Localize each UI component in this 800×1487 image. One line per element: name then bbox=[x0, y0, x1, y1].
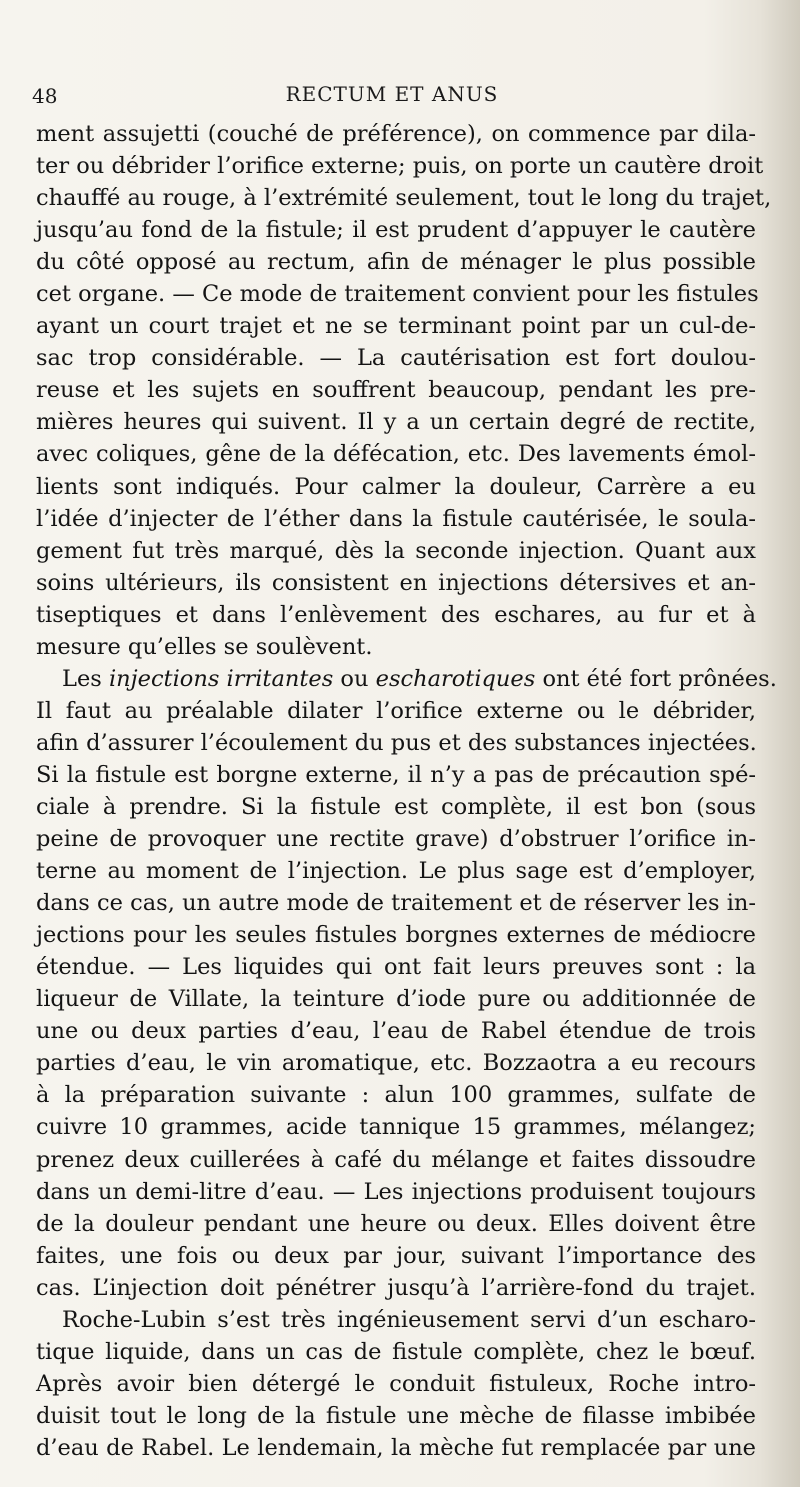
text-line: Il faut au préalable dilater l’orifice externe ou le débrider, bbox=[36, 697, 756, 724]
text-line: prenez deux cuillerées à café du mélange et faites dissoudre bbox=[36, 1146, 756, 1173]
italic-term: injections irritantes bbox=[108, 665, 334, 692]
text-line: Après avoir bien détergé le conduit fistuleux, Roche intro- bbox=[36, 1370, 756, 1397]
page-number: 48 bbox=[32, 84, 58, 108]
text-line: faites, une fois ou deux par jour, suivant l’importance des bbox=[36, 1242, 756, 1269]
text-line: chauffé au rouge, à l’extrémité seulement, tout le long du trajet, bbox=[36, 185, 772, 212]
text-line: soins ultérieurs, ils consistent en injections détersives et an- bbox=[36, 569, 756, 596]
text-line: cet organe. — Ce mode de traitement convient pour les fistules bbox=[36, 281, 759, 308]
text-line: Roche-Lubin s’est très ingénieusement servi d’un escharo- bbox=[62, 1306, 756, 1333]
running-head: RECTUM ET ANUS bbox=[285, 82, 499, 106]
text-line: reuse et les sujets en souffrent beaucoup, pendant les pre- bbox=[36, 377, 756, 404]
body-text bbox=[36, 118, 777, 1464]
text-line: du côté opposé au rectum, afin de ménager le plus possible bbox=[36, 249, 756, 276]
text-line: dans un demi-litre d’eau. — Les injections produisent toujours bbox=[36, 1178, 756, 1205]
text-line: cas. L’injection doit pénétrer jusqu’à l’arrière-fond du trajet. bbox=[36, 1274, 756, 1301]
text-line: cuivre 10 grammes, acide tannique 15 grammes, mélangez; bbox=[36, 1114, 756, 1141]
text-line: dans ce cas, un autre mode de traitement et de réserver les in- bbox=[36, 890, 756, 917]
text-line: de la douleur pendant une heure ou deux. Elles doivent être bbox=[36, 1210, 756, 1237]
text-line: Si la fistule est borgne externe, il n’y a pas de précaution spé- bbox=[36, 761, 756, 788]
page-header bbox=[32, 80, 752, 110]
text-line: terne au moment de l’injection. Le plus sage est d’employer, bbox=[36, 858, 756, 885]
text-line: à la préparation suivante : alun 100 grammes, sulfate de bbox=[36, 1082, 756, 1109]
text-line: mières heures qui suivent. Il y a un certain degré de rectite, bbox=[36, 409, 756, 436]
text-line: une ou deux parties d’eau, l’eau de Rabel étendue de trois bbox=[36, 1018, 756, 1045]
text-line: sac trop considérable. — La cautérisation est fort doulou- bbox=[36, 345, 756, 372]
text-line: tique liquide, dans un cas de fistule complète, chez le bœuf. bbox=[36, 1338, 756, 1365]
text-line: peine de provoquer une rectite grave) d’obstruer l’orifice in- bbox=[36, 826, 756, 853]
text-line: ciale à prendre. Si la fistule est complète, il est bon (sous bbox=[36, 793, 756, 820]
text-segment: ou bbox=[333, 665, 376, 692]
text-line: avec coliques, gêne de la défécation, etc. Des lavements émol- bbox=[36, 441, 756, 468]
text-line: l’idée d’injecter de l’éther dans la fistule cautérisée, le soula- bbox=[36, 505, 756, 532]
text-line: ter ou débrider l’orifice externe; puis, on porte un cautère droit bbox=[36, 153, 764, 180]
text-line: étendue. — Les liquides qui ont fait leurs preuves sont : la bbox=[36, 954, 756, 981]
text-line: ayant un court trajet et ne se terminant point par un cul-de- bbox=[36, 313, 756, 340]
italic-term: escharotiques bbox=[375, 665, 536, 692]
text-line: duisit tout le long de la fistule une mèche de filasse imbibée bbox=[36, 1402, 756, 1429]
text-line: afin d’assurer l’écoulement du pus et des substances injectées. bbox=[36, 729, 757, 756]
text-line: jusqu’au fond de la fistule; il est prudent d’appuyer le cautère bbox=[36, 217, 756, 244]
text-segment: Les bbox=[62, 665, 109, 692]
text-line: mesure qu’elles se soulèvent. bbox=[36, 633, 373, 660]
text-line: liqueur de Villate, la teinture d’iode pure ou additionnée de bbox=[36, 986, 756, 1013]
text-line: gement fut très marqué, dès la seconde injection. Quant aux bbox=[36, 537, 756, 564]
text-line: lients sont indiqués. Pour calmer la douleur, Carrère a eu bbox=[36, 473, 756, 500]
text-segment: ont été fort prônées. bbox=[535, 665, 777, 692]
text-line: jections pour les seules fistules borgnes externes de médiocre bbox=[36, 922, 756, 949]
text-line: parties d’eau, le vin aromatique, etc. Bozzaotra a eu recours bbox=[36, 1050, 756, 1077]
text-line: ment assujetti (couché de préférence), on commence par dila- bbox=[36, 121, 756, 147]
text-line bbox=[36, 663, 777, 695]
text-line: d’eau de Rabel. Le lendemain, la mèche fut remplacée par une bbox=[36, 1434, 756, 1461]
text-line: tiseptiques et dans l’enlèvement des eschares, au fur et à bbox=[36, 601, 756, 628]
